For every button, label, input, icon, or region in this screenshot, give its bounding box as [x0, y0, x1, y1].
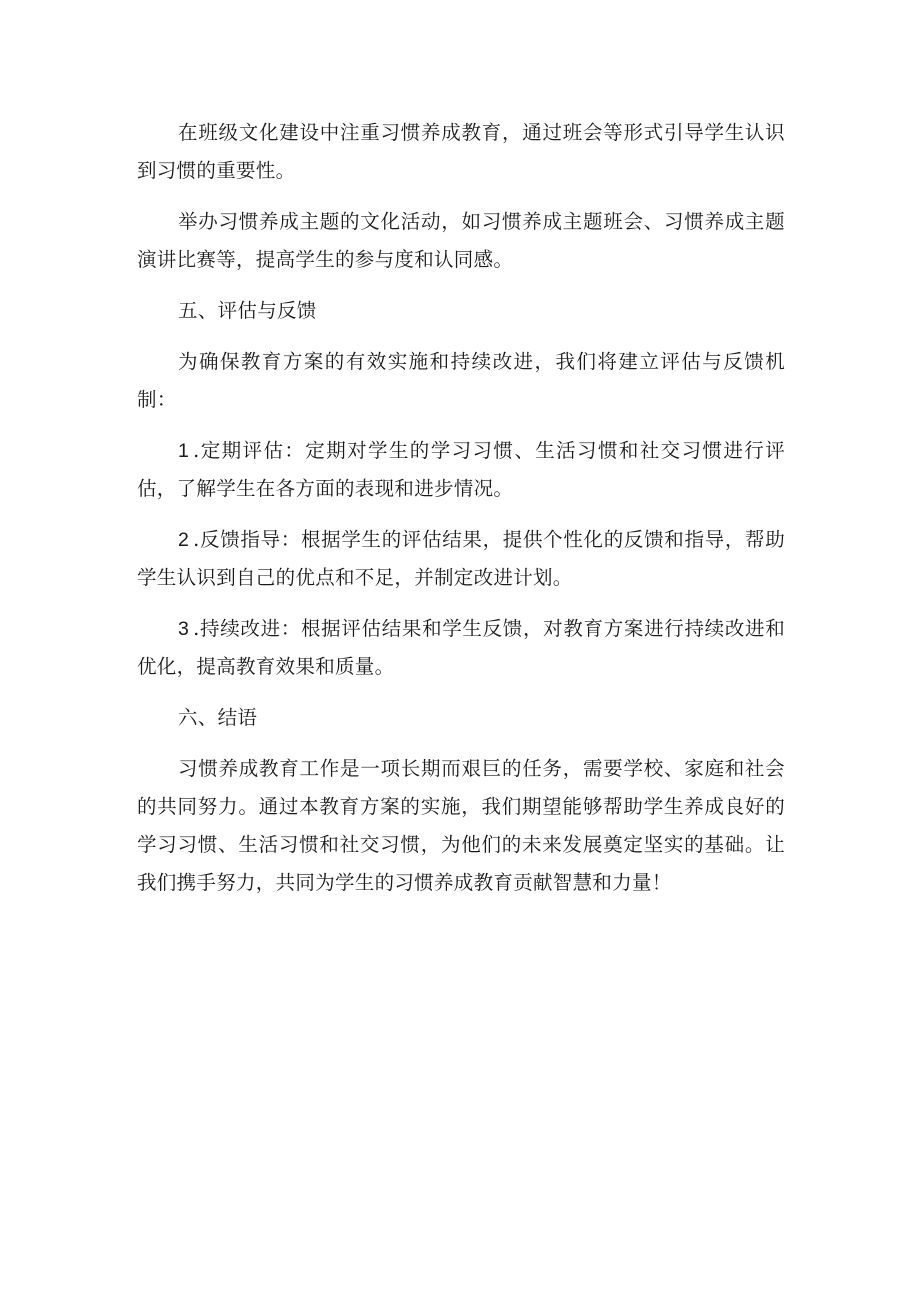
section-heading-evaluation: 五、评估与反馈	[178, 299, 317, 322]
list-item-text: .持续改进：根据评估结果和学生反馈，对教育方案进行持续改进和优化，提高教育效果和质量。	[137, 617, 785, 678]
paragraph-conclusion: 习惯养成教育工作是一项长期而艰巨的任务，需要学校、家庭和社会的共同努力。通过本教育方案的实施，我们期望能够帮助学生养成良好的学习习惯、生活习惯和社交习惯，为他们的未来发展奠定坚实的基础。让我们携手努力，共同为学生的习惯养成教育贡献智慧和力量！	[137, 757, 785, 894]
paragraph-class-culture: 在班级文化建设中注重习惯养成教育，通过班会等形式引导学生认识到习惯的重要性。	[137, 121, 785, 182]
section-heading-conclusion: 六、结语	[178, 706, 258, 729]
list-item-text: .反馈指导：根据学生的评估结果，提供个性化的反馈和指导，帮助学生认识到自己的优点和不足，并制定改进计划。	[137, 528, 785, 589]
list-item-number: 1	[178, 440, 190, 462]
list-item-continuous-improvement	[137, 610, 785, 686]
paragraph-evaluation-intro: 为确保教育方案的有效实施和持续改进，我们将建立评估与反馈机制：	[137, 350, 785, 411]
list-item-number: 3	[178, 618, 190, 640]
list-item-text: .定期评估：定期对学生的学习习惯、生活习惯和社交习惯进行评估，了解学生在各方面的表现和进步情况。	[137, 439, 785, 500]
list-item-regular-evaluation	[137, 432, 785, 508]
paragraph-cultural-activities: 举办习惯养成主题的文化活动，如习惯养成主题班会、习惯养成主题演讲比赛等，提高学生的参与度和认同感。	[137, 210, 785, 271]
list-item-number: 2	[178, 529, 190, 551]
document-page	[137, 114, 785, 902]
list-item-feedback-guidance	[137, 521, 785, 597]
